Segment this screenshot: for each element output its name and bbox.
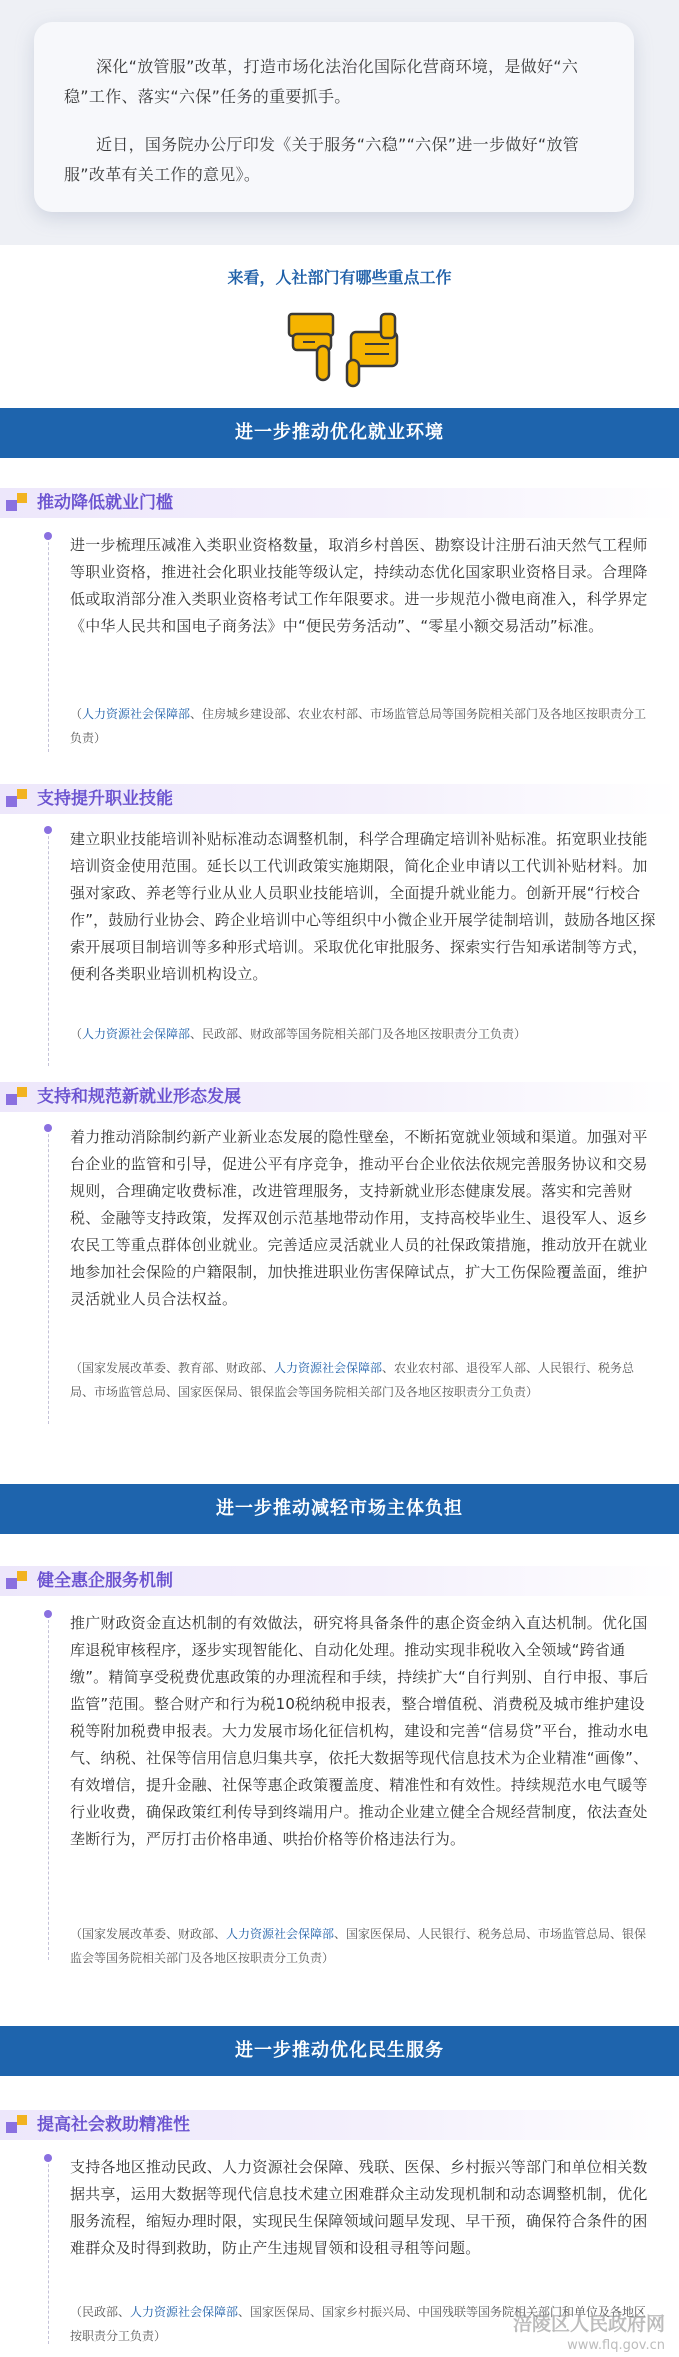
bullet-dot-icon: [44, 1610, 52, 1618]
title-square-icon: [6, 500, 17, 511]
section-title: 推动降低就业门槛: [37, 493, 173, 513]
intro-paragraph: 近日，国务院办公厅印发《关于服务“六稳”“六保”进一步做好“放管服”改革有关工作的意见》。: [64, 135, 580, 184]
watermark-url: www.flq.gov.cn: [567, 2338, 665, 2353]
section-title: 支持提升职业技能: [37, 789, 173, 809]
item-body: 进一步梳理压减准入类职业资格数量，取消乡村兽医、勘察设计注册石油天然气工程师等职业资格，推进社会化职业技能等级认定，持续动态优化国家职业资格目录。合理降低或取消部分准入类职业资格考试工作年限要求。进一步规范小微电商准入，科学界定《中华人民共和国电子商务法》中“便民劳务活动”、“零星小额交易活动”标准。: [70, 536, 648, 635]
intro-paragraph: 深化“放管服”改革，打造市场化法治化国际化营商环境，是做好“六稳”工作、落实“六保”任务的重要抓手。: [64, 57, 579, 106]
headline: 来看，人社部门有哪些重点工作: [227, 268, 452, 287]
title-square-icon: [17, 789, 27, 799]
watermark: [513, 2313, 665, 2357]
left-hand-icon: [289, 314, 333, 380]
section-title-bar: [0, 488, 679, 518]
title-square-icon: [6, 1094, 17, 1105]
bullet-dot-icon: [44, 1124, 52, 1132]
section-title-bar: [0, 1082, 679, 1112]
item-body: 推广财政资金直达机制的有效做法，研究将具备条件的惠企资金纳入直达机制。优化国库退税审核程序，逐步实现智能化、自动化处理。推动实现非税收入全领域“跨省通缴”。精简享受税费优惠政策的办理流程和手续，持续扩大“自行判别、自行申报、事后监管”范围。整合财产和行为税10税纳税申报表，整合增值税、消费税及城市维护建设税等附加税费申报表。大力发展市场化征信机构，建设和完善“信易贷”平台，推动水电气、纳税、社保等信用信息归集共享，依托大数据等现代信息技术为企业精准“画像”、有效增信，提升金融、社保等惠企政策覆盖度、精准性和有效性。持续规范水电气暖等行业收费，确保政策红利传导到终端用户。推动企业建立健全合规经营制度，依法查处垄断行为，严厉打击价格串通、哄抬价格等价格违法行为。: [70, 1614, 649, 1848]
item-body: 建立职业技能培训补贴标准动态调整机制，科学合理确定培训补贴标准。拓宽职业技能培训资金使用范围。延长以工代训政策实施期限，简化企业申请以工代训补贴材料。加强对家政、养老等行业从业人员职业技能培训，全面提升就业能力。创新开展“行校合作”，鼓励行业协会、跨企业培训中心等组织中小微企业开展学徒制培训，鼓励各地区探索开展项目制培训等多种形式培训。采取优化审批服务、探索实行告知承诺制等方式，便利各类职业培训机构设立。: [70, 830, 656, 983]
section-banner: 进一步推动减轻市场主体负担: [0, 1484, 679, 1534]
item-note: （人力资源社会保障部、住房城乡建设部、农业农村部、市场监管总局等国务院相关部门及各地区按职责分工负责）: [70, 707, 647, 745]
right-hand-icon: [347, 314, 397, 386]
title-square-icon: [17, 493, 27, 503]
item-note: （民政部、人力资源社会保障部、国家医保局、国家乡村振兴局、中国残联等国务院相关部门和单位及各地区按职责分工负责）: [70, 2305, 647, 2343]
watermark-text: 涪陵区人民政府网: [512, 2313, 665, 2335]
section-title-bar: [0, 2110, 679, 2140]
item-note: （国家发展改革委、教育部、财政部、人力资源社会保障部、农业农村部、退役军人部、人民银行、税务总局、市场监管总局、国家医保局、银保监会等国务院相关部门及各地区按职责分工负责）: [70, 1361, 635, 1399]
section-title: 提高社会救助精准性: [37, 2115, 190, 2135]
title-square-icon: [6, 1578, 17, 1589]
bullet-dot-icon: [44, 532, 52, 540]
section-banner: 进一步推动优化民生服务: [0, 2026, 679, 2076]
intro-panel: [0, 0, 679, 245]
section-title-bar: [0, 1566, 679, 1596]
bullet-dot-icon: [44, 826, 52, 834]
section-title: 支持和规范新就业形态发展: [37, 1087, 241, 1107]
section-title: 健全惠企服务机制: [37, 1571, 173, 1591]
title-square-icon: [17, 1087, 27, 1097]
title-square-icon: [6, 796, 17, 807]
bullet-dot-icon: [44, 2154, 52, 2162]
title-square-icon: [6, 2122, 17, 2133]
pointing-down-hands-icon: [285, 310, 405, 390]
section-title-bar: [0, 784, 679, 814]
intro-card: [34, 22, 634, 212]
title-square-icon: [17, 2115, 27, 2125]
section-banner: 进一步推动优化就业环境: [0, 408, 679, 458]
item-body: 着力推动消除制约新产业新业态发展的隐性壁垒，不断拓宽就业领域和渠道。加强对平台企业的监管和引导，促进公平有序竞争，推动平台企业依法依规完善服务协议和交易规则，合理确定收费标准，改进管理服务，支持新就业形态健康发展。落实和完善财税、金融等支持政策，发挥双创示范基地带动作用，支持高校毕业生、退役军人、返乡农民工等重点群体创业就业。完善适应灵活就业人员的社保政策措施，推动放开在就业地参加社会保险的户籍限制，加快推进职业伤害保障试点，扩大工伤保险覆盖面，维护灵活就业人员合法权益。: [70, 1128, 648, 1308]
item-note: （人力资源社会保障部、民政部、财政部等国务院相关部门及各地区按职责分工负责）: [70, 1027, 527, 1041]
item-body: 支持各地区推动民政、人力资源社会保障、残联、医保、乡村振兴等部门和单位相关数据共享，运用大数据等现代信息技术建立困难群众主动发现机制和动态调整机制，优化服务流程，缩短办理时限，实现民生保障领域问题早发现、早干预，确保符合条件的困难群众及时得到救助，防止产生违规冒领和设租寻租等问题。: [70, 2158, 648, 2257]
item-note: （国家发展改革委、财政部、人力资源社会保障部、国家医保局、人民银行、税务总局、市场监管总局、银保监会等国务院相关部门及各地区按职责分工负责）: [70, 1927, 647, 1965]
title-square-icon: [17, 1571, 27, 1581]
